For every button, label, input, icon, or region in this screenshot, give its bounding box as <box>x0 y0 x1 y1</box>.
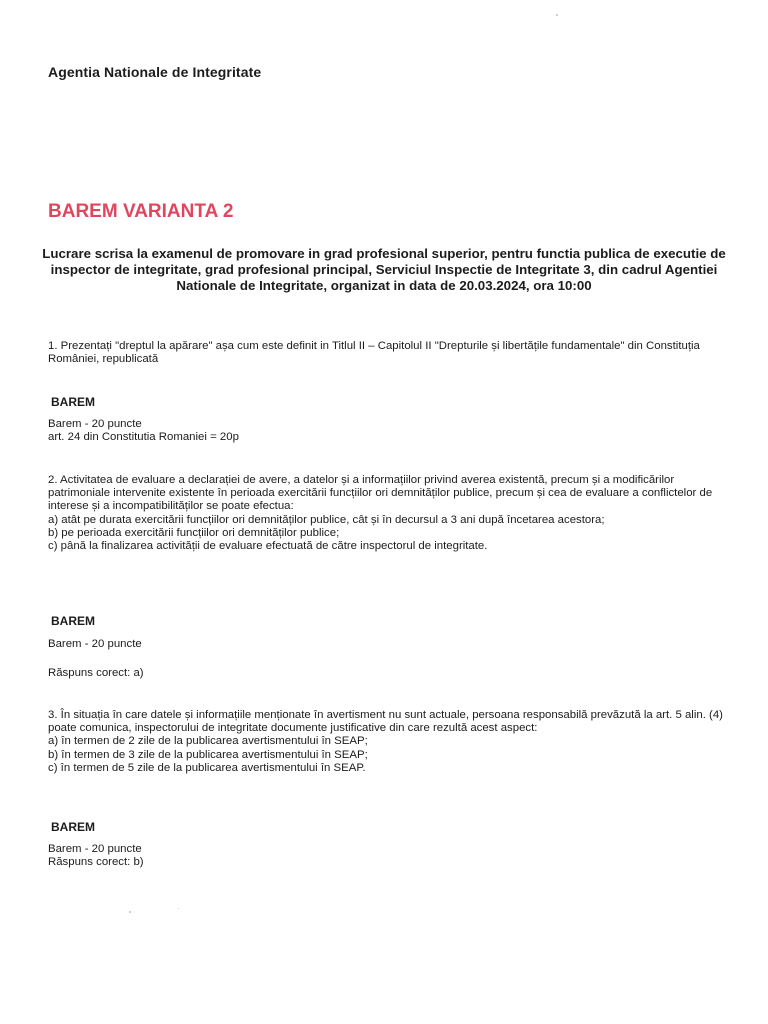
barem-2-answer-block <box>48 667 730 680</box>
barem-2-answer: Răspuns corect: a) <box>48 667 144 679</box>
barem-1-answer: art. 24 din Constitutia Romaniei = 20p <box>48 431 239 444</box>
question-3-option-b: b) în termen de 3 zile de la publicarea avertismentului în SEAP; <box>48 748 368 761</box>
question-2-option-c: c) până la finalizarea activității de evaluare efectuată de către inspectorul de integritate. <box>48 540 488 553</box>
barem-heading-2: BAREM <box>51 614 95 628</box>
document-title: BAREM VARIANTA 2 <box>48 201 234 222</box>
scan-speck <box>556 14 558 16</box>
barem-3-points: Barem - 20 puncte <box>48 843 142 855</box>
scan-speck <box>178 908 179 909</box>
document-subtitle: Lucrare scrisa la examenul de promovare in grad profesional superior, pentru functia publica de executie de inspector de integritate, grad profesional principal, Serviciul Inspectie de Integritate 3, din cadrul Agentiei Nationale de Integritate, organizat in data de 20.03.2024, ora 10:00 <box>42 246 726 293</box>
barem-3-answer: Răspuns corect: b) <box>48 856 144 869</box>
barem-1 <box>48 418 730 444</box>
question-2-text: 2. Activitatea de evaluare a declarației de avere, a datelor și a informațiilor privind averea existentă, precum și a modificărilor patrimoniale intervenite existente în perioada exercitării funcțiilor ori demnităților publice, precum și cea de evaluare a conflictelor de interese și a incompatibilităților se poate efectua: <box>48 474 713 513</box>
barem-heading-3: BAREM <box>51 820 95 834</box>
barem-heading-1: BAREM <box>51 395 95 409</box>
question-1-text: 1. Prezentați "dreptul la apărare" așa cum este definit in Titlul II – Capitolul II "Drepturile și libertățile fundamentale" din Constituția României, republicată <box>48 340 700 366</box>
organization-name: Agentia Nationale de Integritate <box>48 64 262 80</box>
question-3 <box>48 709 730 775</box>
barem-3 <box>48 843 730 869</box>
question-3-text: 3. În situația în care datele și informațiile menționate în avertisment nu sunt actuale, persoana responsabilă prevăzută la art. 5 alin. (4) poate comunica, inspectorului de integritate documente justificative din care rezultă acest aspect: <box>48 709 723 735</box>
question-2-option-b: b) pe perioada exercitării funcțiilor ori demnităților publice; <box>48 526 340 539</box>
question-3-option-c: c) în termen de 5 zile de la publicarea avertismentului în SEAP. <box>48 761 366 774</box>
barem-1-points: Barem - 20 puncte <box>48 418 142 430</box>
question-1 <box>48 340 730 366</box>
barem-2-points: Barem - 20 puncte <box>48 638 142 650</box>
question-3-option-a: a) în termen de 2 zile de la publicarea avertismentului în SEAP; <box>48 735 368 748</box>
scan-speck <box>129 911 131 913</box>
question-2 <box>48 474 730 553</box>
barem-2-points-block <box>48 638 730 651</box>
question-2-option-a: a) atât pe durata exercitării funcțiilor ori demnităților publice, cât și în decursul a 3 ani după încetarea acestora; <box>48 513 605 526</box>
